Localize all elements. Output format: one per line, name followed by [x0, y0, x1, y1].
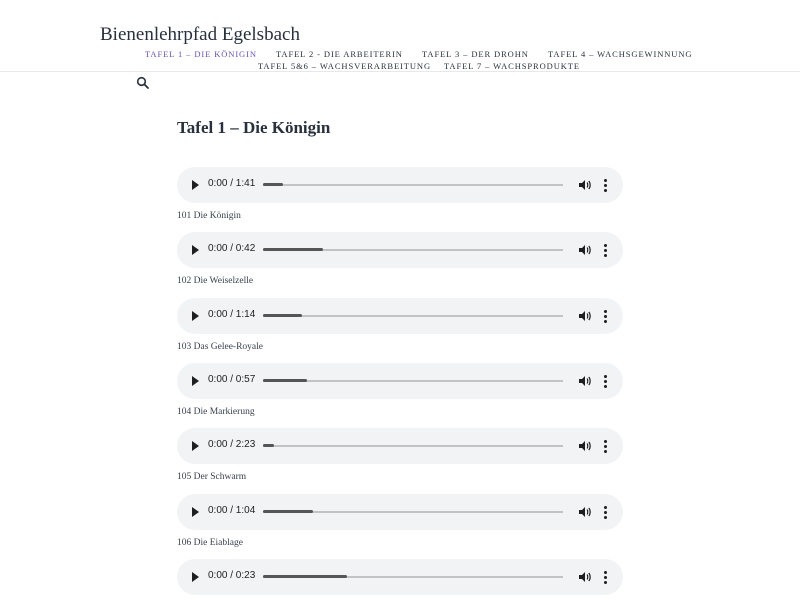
track-caption: 102 Die Weiselzelle: [177, 276, 254, 286]
site-title[interactable]: Bienenlehrpfad Egelsbach: [100, 24, 300, 45]
volume-icon[interactable]: [578, 439, 592, 453]
search-icon: [135, 75, 151, 91]
volume-icon[interactable]: [578, 178, 592, 192]
audio-track: [177, 559, 623, 595]
play-button[interactable]: [190, 310, 200, 322]
audio-player: [177, 232, 623, 268]
seek-bar[interactable]: [263, 575, 563, 579]
nav-item-tafel-1[interactable]: TAFEL 1 – DIE KÖNIGIN: [145, 49, 257, 59]
track-caption: 104 Die Markierung: [177, 407, 255, 417]
audio-player: [177, 167, 623, 203]
seek-bar[interactable]: [263, 314, 563, 318]
audio-player: [177, 298, 623, 334]
play-button[interactable]: [190, 179, 200, 191]
nav-item-tafel-4[interactable]: TAFEL 4 – WACHSGEWINNUNG: [548, 49, 693, 59]
audio-player: [177, 559, 623, 595]
audio-player: [177, 494, 623, 530]
audio-player: [177, 428, 623, 464]
audio-track: [177, 494, 623, 548]
time-display: 0:00 / 0:23: [208, 570, 256, 581]
audio-track: [177, 167, 623, 221]
audio-track: [177, 363, 623, 417]
time-display: 0:00 / 1:41: [208, 178, 256, 189]
more-options-icon[interactable]: [600, 438, 610, 454]
more-options-icon[interactable]: [600, 308, 610, 324]
play-button[interactable]: [190, 375, 200, 387]
audio-track: [177, 232, 623, 286]
more-options-icon[interactable]: [600, 177, 610, 193]
audio-player: [177, 363, 623, 399]
more-options-icon[interactable]: [600, 504, 610, 520]
nav-item-tafel-3[interactable]: TAFEL 3 – DER DROHN: [422, 49, 529, 59]
time-display: 0:00 / 2:23: [208, 439, 256, 450]
play-button[interactable]: [190, 506, 200, 518]
seek-bar[interactable]: [263, 248, 563, 252]
track-caption: 103 Das Gelee-Royale: [177, 342, 263, 352]
seek-bar[interactable]: [263, 183, 563, 187]
volume-icon[interactable]: [578, 243, 592, 257]
time-display: 0:00 / 0:57: [208, 374, 256, 385]
more-options-icon[interactable]: [600, 242, 610, 258]
track-caption: 101 Die Königin: [177, 211, 241, 221]
audio-track: [177, 298, 623, 352]
seek-bar[interactable]: [263, 379, 563, 383]
nav-item-tafel-7[interactable]: TAFEL 7 – WACHSPRODUKTE: [444, 61, 580, 71]
play-button[interactable]: [190, 440, 200, 452]
nav-item-tafel-5-6[interactable]: TAFEL 5&6 – WACHSVERARBEITUNG: [258, 61, 431, 71]
volume-icon[interactable]: [578, 505, 592, 519]
time-display: 0:00 / 0:42: [208, 243, 256, 254]
play-button[interactable]: [190, 244, 200, 256]
volume-icon[interactable]: [578, 374, 592, 388]
seek-bar[interactable]: [263, 444, 563, 448]
seek-bar[interactable]: [263, 510, 563, 514]
more-options-icon[interactable]: [600, 373, 610, 389]
volume-icon[interactable]: [578, 309, 592, 323]
audio-track: [177, 428, 623, 482]
search-button[interactable]: [135, 75, 151, 91]
page-title: Tafel 1 – Die Königin: [177, 118, 331, 137]
time-display: 0:00 / 1:14: [208, 309, 256, 320]
nav-item-tafel-2[interactable]: TAFEL 2 - DIE ARBEITERIN: [276, 49, 403, 59]
track-caption: 106 Die Eiablage: [177, 538, 243, 548]
volume-icon[interactable]: [578, 570, 592, 584]
more-options-icon[interactable]: [600, 569, 610, 585]
play-button[interactable]: [190, 571, 200, 583]
nav-row: [0, 49, 800, 61]
time-display: 0:00 / 1:04: [208, 505, 256, 516]
header-divider: [0, 71, 800, 72]
track-caption: 105 Der Schwarm: [177, 472, 247, 482]
